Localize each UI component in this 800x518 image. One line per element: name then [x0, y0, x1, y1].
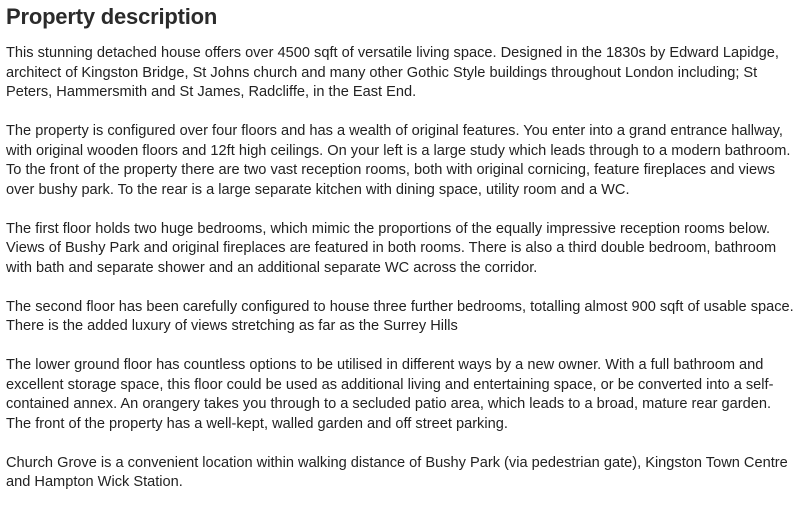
description-paragraph-history: This stunning detached house offers over 4500 sqft of versatile living space. Designed in the 1830s by Edward Lapidge, architect of Kingston Bridge, St Johns church and many other Gothic Style buildings throughout London including; St Peters, Hammersmith and St James, Radcliffe, in the East End.	[6, 45, 779, 100]
section-heading: Property description	[6, 4, 218, 29]
property-description-section	[6, 0, 796, 493]
description-paragraph-second-floor: The second floor has been carefully configured to house three further bedrooms, totalling almost 900 sqft of usable space. There is the added luxury of views stretching as far as the Surrey Hills	[6, 298, 794, 334]
description-paragraph-lower-ground-floor: The lower ground floor has countless options to be utilised in different ways by a new owner. With a full bathroom and excellent storage space, this floor could be used as additional living and entertaining space, or be converted into a self-contained annex. An orangery takes you through to a secluded patio area, which leads to a broad, mature rear garden. The front of the property has a well-kept, walled garden and off street parking.	[6, 357, 774, 432]
description-paragraph-ground-floor: The property is configured over four floors and has a wealth of original features. You enter into a grand entrance hallway, with original wooden floors and 12ft high ceilings. On your left is a large study which leads through to a modern bathroom. To the front of the property there are two vast reception rooms, both with original cornicing, feature fireplaces and views over bushy park. To the rear is a large separate kitchen with dining space, utility room and a WC.	[6, 123, 791, 198]
description-paragraph-location: Church Grove is a convenient location within walking distance of Bushy Park (via pedestrian gate), Kingston Town Centre and Hampton Wick Station.	[6, 454, 788, 490]
description-paragraph-first-floor: The first floor holds two huge bedrooms, which mimic the proportions of the equally impressive reception rooms below. Views of Bushy Park and original fireplaces are featured in both rooms. There is also a third double bedroom, bathroom with bath and separate shower and an additional separate WC across the corridor.	[6, 220, 777, 276]
